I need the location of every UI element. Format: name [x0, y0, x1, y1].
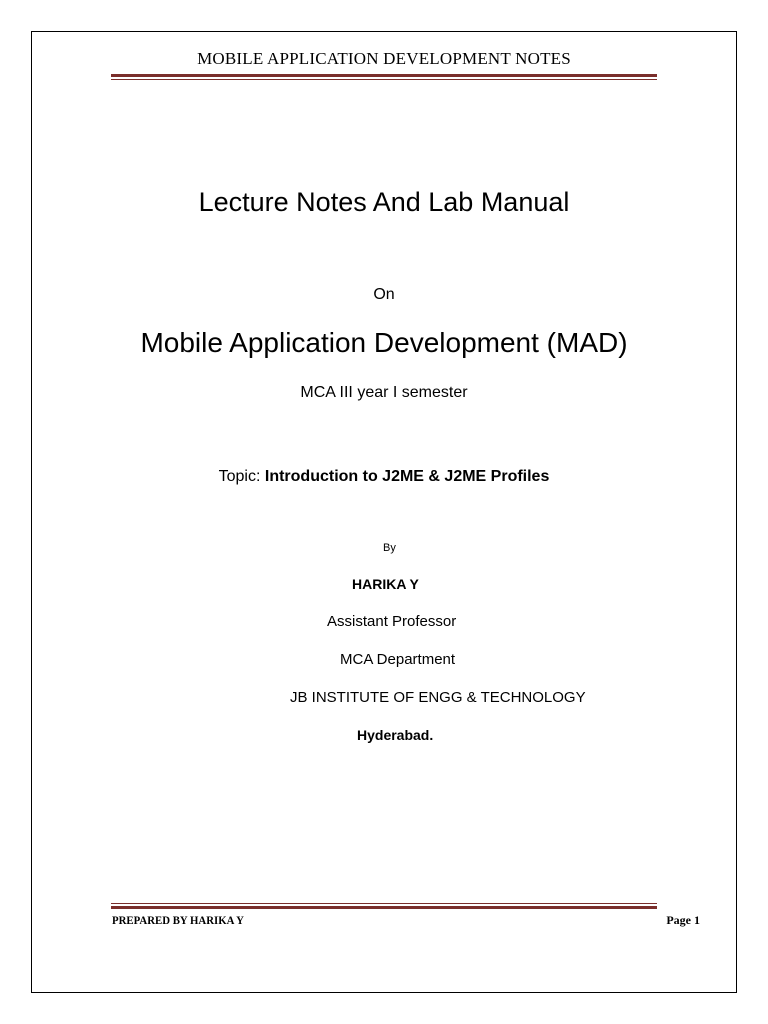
topic-prefix: Topic:: [218, 468, 265, 485]
topic-line: [0, 468, 768, 486]
author-city: Hyderabad.: [357, 727, 434, 743]
header-title: MOBILE APPLICATION DEVELOPMENT NOTES: [197, 49, 571, 68]
author-name: HARIKA Y: [352, 576, 419, 592]
page-border: [31, 31, 737, 993]
header-rule-thick: [111, 74, 657, 77]
main-title: Lecture Notes And Lab Manual: [198, 187, 570, 217]
course-title: Mobile Application Development (MAD): [140, 327, 628, 358]
footer-rule-thick: [111, 906, 657, 909]
on-label: On: [373, 286, 395, 303]
header-rule-thin: [111, 79, 657, 80]
author-institute: JB INSTITUTE OF ENGG & TECHNOLOGY: [290, 689, 586, 706]
author-role: Assistant Professor: [327, 613, 457, 630]
author-department: MCA Department: [340, 651, 456, 668]
footer-rule-thin: [111, 903, 657, 904]
course-subtitle: MCA III year I semester: [300, 384, 468, 401]
topic-value: Introduction to J2ME & J2ME Profiles: [264, 468, 550, 485]
by-label: By: [383, 542, 396, 554]
footer-prepared-by: PREPARED BY HARIKA Y: [112, 913, 244, 927]
footer-page-number: Page 1: [666, 913, 700, 927]
